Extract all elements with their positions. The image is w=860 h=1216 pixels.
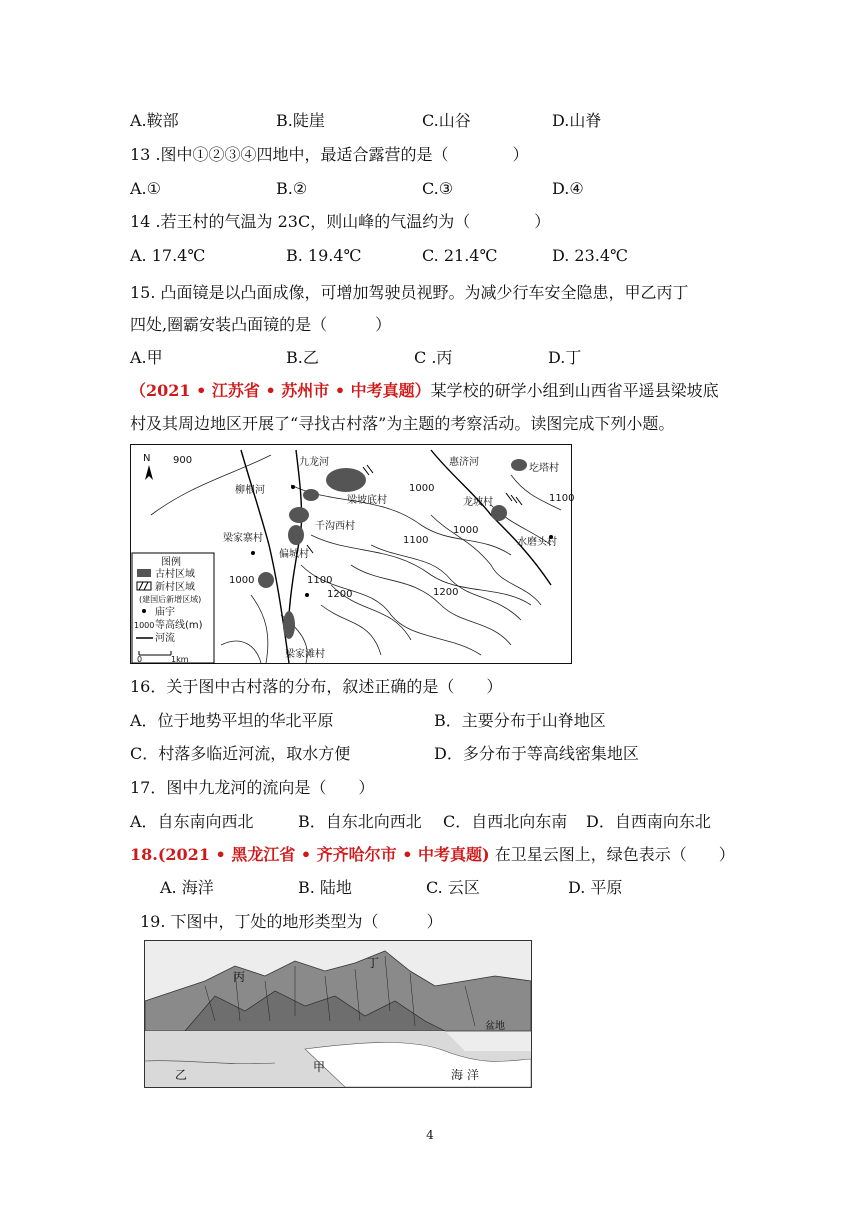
page-number: 4 bbox=[426, 1128, 434, 1142]
q17-option-c: C．自西北向东南 bbox=[443, 812, 568, 831]
topographic-map-svg bbox=[131, 445, 575, 664]
q18-option-b: B. 陆地 bbox=[298, 878, 352, 897]
topographic-map bbox=[130, 444, 575, 664]
village-label-liangjiazhai: 梁家寨村 bbox=[223, 533, 263, 544]
legend-contour: 等高线(m) bbox=[155, 620, 203, 631]
legend-old-swatch bbox=[137, 569, 151, 577]
q17-option-a: A．自东南向西北 bbox=[130, 812, 254, 831]
q18-option-c: C. 云区 bbox=[426, 878, 480, 897]
q14-option-c: C. 21.4℃ bbox=[422, 246, 498, 265]
q16-option-b: B．主要分布于山脊地区 bbox=[434, 711, 606, 730]
q14-option-a: A. 17.4℃ bbox=[130, 246, 206, 265]
q17-stem-text: 17．图中九龙河的流向是（ ） bbox=[130, 778, 375, 797]
village-label-longpo: 龙坡村 bbox=[463, 497, 493, 508]
q14-option-b: B. 19.4℃ bbox=[286, 246, 362, 265]
q13-option-c: C.③ bbox=[422, 179, 454, 198]
q12-option-d: D.山脊 bbox=[552, 111, 602, 130]
q16-option-c: C．村落多临近河流，取水方便 bbox=[130, 744, 351, 763]
q12-option-c: C.山谷 bbox=[422, 111, 471, 130]
contour-label-1200-a: 1200 bbox=[327, 589, 353, 600]
landscape-figure bbox=[144, 940, 532, 1088]
q15-stem-text-2: 四处,圈霸安装凸面镜的是（ ） bbox=[130, 315, 392, 334]
q14-stem-text: 14 .若王村的气温为 23C，则山峰的气温约为（ ） bbox=[130, 212, 551, 231]
label-ocean: 海 洋 bbox=[451, 1068, 479, 1082]
q12-option-b: B.陡崖 bbox=[276, 111, 325, 130]
legend-title: 图例 bbox=[161, 557, 181, 568]
north-arrow-icon bbox=[143, 453, 153, 480]
q15-option-a: A.甲 bbox=[130, 348, 163, 367]
contour-label-1100-c: 1100 bbox=[549, 493, 575, 504]
q15-stem-text-1: 15. 凸面镜是以凸面成像，可增加驾驶员视野。为减少行车安全隐患，甲乙丙丁 bbox=[130, 283, 689, 302]
label-ding: 丁 bbox=[367, 956, 380, 970]
q13-option-a: A.① bbox=[130, 179, 161, 198]
q16-option-d: D．多分布于等高线密集地区 bbox=[434, 744, 639, 763]
q18-option-a: A. 海洋 bbox=[160, 878, 214, 897]
river-label-huiji: 惠济河 bbox=[449, 457, 479, 468]
q18-number: 18. bbox=[130, 845, 158, 864]
q17-option-d: D．自西南向东北 bbox=[586, 812, 711, 831]
contour-label-1000-b: 1000 bbox=[453, 525, 479, 536]
q16-stem-text: 16．关于图中古村落的分布，叙述正确的是（ ） bbox=[130, 677, 503, 696]
q15-option-d: D.丁 bbox=[548, 348, 582, 367]
q17-option-b: B．自东北向西北 bbox=[298, 812, 422, 831]
q12-option-a: A.鞍部 bbox=[130, 111, 179, 130]
legend-contour-sample: 1000 bbox=[134, 621, 155, 630]
contour-label-1200-b: 1200 bbox=[433, 587, 459, 598]
legend-new-village-note: (建国后新增区域) bbox=[139, 595, 202, 604]
scale-label: 1km bbox=[171, 655, 189, 664]
q18-text: 在卫星云图上，绿色表示（ ） bbox=[489, 845, 735, 864]
q14-option-d: D. 23.4℃ bbox=[552, 246, 628, 265]
contour-label-1100-b: 1100 bbox=[307, 575, 333, 586]
village-label-liangjiatan: 梁家滩村 bbox=[285, 649, 325, 660]
source-text-1: 某学校的研学小组到山西省平遥县梁坡底 bbox=[430, 381, 719, 400]
legend-temple: 庙宇 bbox=[155, 607, 175, 618]
label-yi: 乙 bbox=[175, 1068, 188, 1082]
q13-stem-text: 13 .图中①②③④四地中，最适合露营的是（ ） bbox=[130, 145, 529, 164]
village-label-qiangouxi: 千沟西村 bbox=[315, 521, 355, 532]
scale-zero: 0 bbox=[137, 655, 143, 664]
village-label-shuimotou: 水磨头村 bbox=[517, 537, 557, 548]
village-label-piancheng: 偏城村 bbox=[279, 549, 309, 560]
q15-option-c: C .丙 bbox=[414, 348, 453, 367]
q19-stem-text: 19. 下图中，丁处的地形类型为（ ） bbox=[140, 912, 443, 931]
q18-source-tag: (2021 • 黑龙江省 • 齐齐哈尔市 • 中考真题) bbox=[157, 845, 490, 864]
village-label-liangpodi: 梁坡底村 bbox=[347, 495, 387, 506]
label-basin: 盆地 bbox=[485, 1021, 505, 1032]
contour-label-1000-c: 1000 bbox=[229, 575, 255, 586]
legend-new-village: 新村区域 bbox=[155, 582, 195, 593]
north-label: N bbox=[143, 453, 151, 464]
landscape-svg bbox=[145, 941, 531, 1087]
contour-label-900: 900 bbox=[173, 455, 193, 466]
contour-label-1100-a: 1100 bbox=[403, 535, 429, 546]
river-label-jiulong: 九龙河 bbox=[299, 457, 329, 468]
source-text-2: 村及其周边地区开展了“寻找古村落”为主题的考察活动。读图完成下列小题。 bbox=[130, 414, 675, 433]
contour-label-1000-a: 1000 bbox=[409, 483, 435, 494]
legend-temple-swatch bbox=[142, 609, 146, 613]
source-tag: （2021 • 江苏省 • 苏州市 • 中考真题） bbox=[130, 381, 431, 400]
source-line1 bbox=[130, 380, 719, 402]
river-label-liugen: 柳根河 bbox=[235, 485, 265, 496]
label-bing: 丙 bbox=[233, 970, 246, 984]
legend-old-village: 古村区域 bbox=[155, 569, 195, 580]
q18-stem-text bbox=[130, 844, 735, 866]
q15-option-b: B.乙 bbox=[286, 348, 319, 367]
q13-option-d: D.④ bbox=[552, 179, 584, 198]
q16-option-a: A．位于地势平坦的华北平原 bbox=[130, 711, 334, 730]
legend-river: 河流 bbox=[155, 633, 175, 644]
q18-option-d: D. 平原 bbox=[568, 878, 623, 897]
q13-option-b: B.② bbox=[276, 179, 308, 198]
label-jia: 甲 bbox=[313, 1060, 326, 1074]
map-legend bbox=[132, 553, 214, 664]
village-label-geta: 圪塔村 bbox=[529, 463, 559, 474]
